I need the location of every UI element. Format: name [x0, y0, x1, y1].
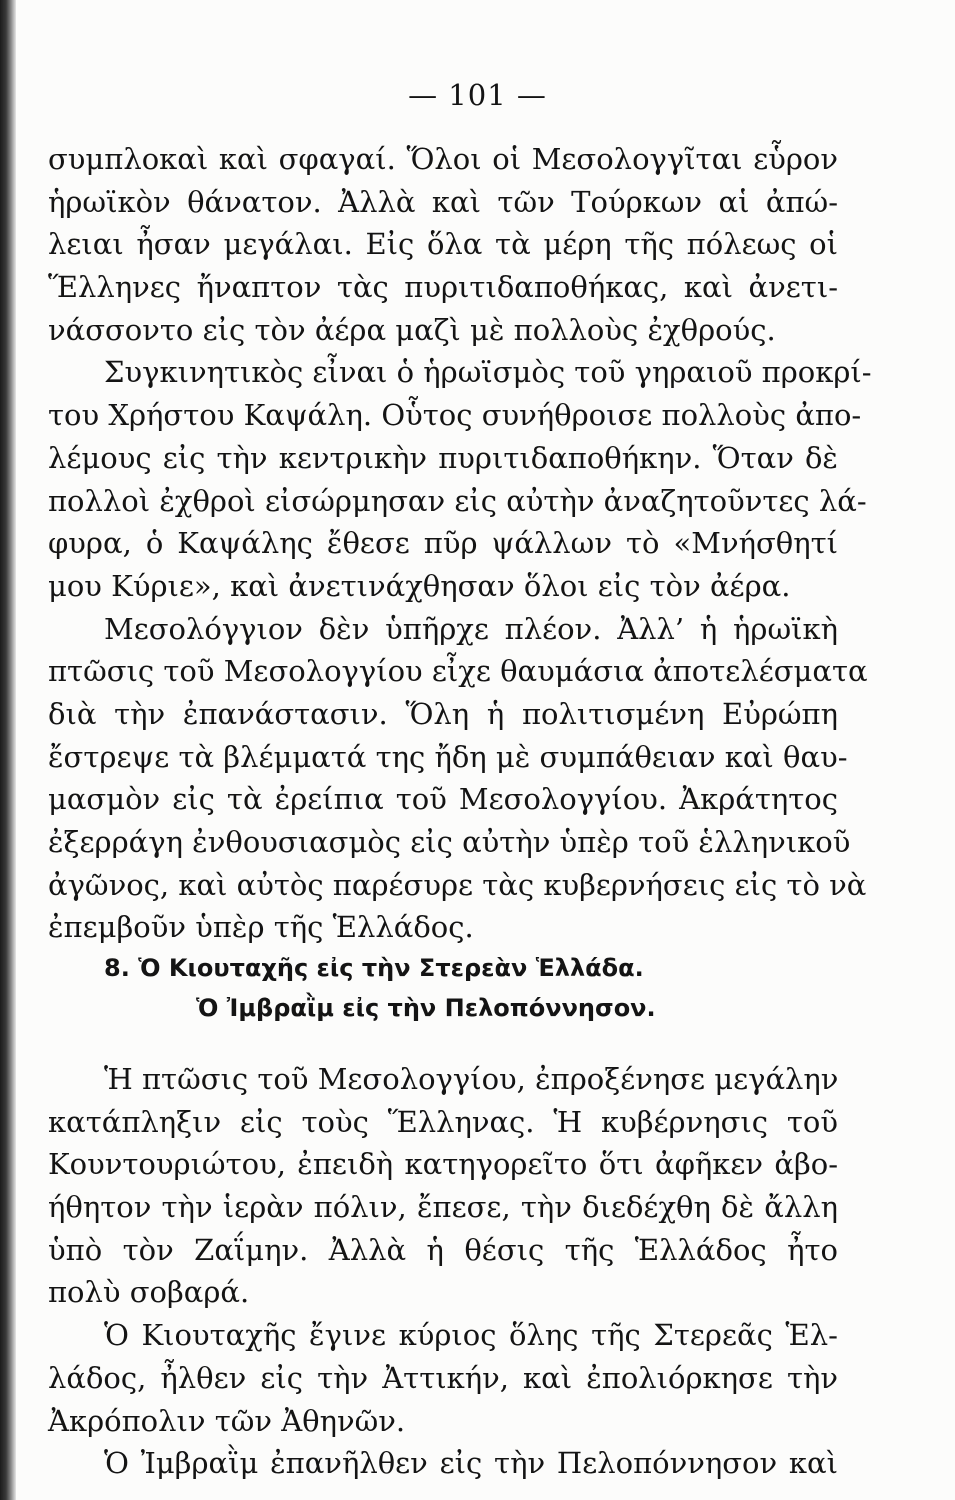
text-line: Ἡ πτῶσις τοῦ Μεσολογγίου, ἐπροξένησε μεγάλην	[104, 1062, 839, 1096]
text-line: διὰ τὴν ἐπανάστασιν. Ὅλη ἡ πολιτισμένη Εὐρώπη	[48, 696, 838, 731]
chapter-heading	[48, 948, 838, 1028]
text-line: ὑπὸ τὸν Ζαΐμην. Ἀλλὰ ἡ θέσις τῆς Ἑλλάδος ἦτο	[48, 1232, 838, 1267]
text-line: Ἕλληνες ἤναπτον τὰς πυριτιδαποθήκας, καὶ ἀνετι-	[48, 270, 838, 305]
chapter-heading-line-1: 8. Ὁ Κιουταχῆς εἰς τὴν Στερεὰν Ἑλλάδα.	[104, 954, 644, 982]
text-line: ἡρωϊκὸν θάνατον. Ἀλλὰ καὶ τῶν Τούρκων αἱ ἀπώ-	[48, 184, 838, 219]
text-line: Ὁ Κιουταχῆς ἔγινε κύριος ὅλης τῆς Στερεᾶς Ἑλ-	[104, 1318, 838, 1353]
text-line: ἀγῶνος, καὶ αὐτὸς παρέσυρε τὰς κυβερνήσεις εἰς τὸ νὰ	[48, 867, 867, 902]
text-line: μασμὸν εἰς τὰ ἐρείπια τοῦ Μεσολογγίου. Ἀκράτητος	[48, 782, 838, 817]
text-line: λέμους εἰς τὴν κεντρικὴν πυριτιδαποθήκην. Ὅταν δὲ	[48, 440, 838, 475]
text-line: συμπλοκαὶ καὶ σφαγαί. Ὅλοι οἱ Μεσολογγῖται εὗρον	[48, 142, 838, 176]
text-line: λάδος, ἦλθεν εἰς τὴν Ἀττικήν, καὶ ἐπολιόρκησε τὴν	[48, 1360, 838, 1395]
body-text-section-1	[48, 138, 872, 949]
text-line: νάσσοντο εἰς τὸν ἀέρα μαζὶ μὲ πολλοὺς ἐχθρούς.	[48, 312, 776, 347]
text-line: Συγκινητικὸς εἶναι ὁ ἡρωϊσμὸς τοῦ γηραιοῦ προκρί-	[104, 355, 872, 390]
text-line: Ἀκρόπολιν τῶν Ἀθηνῶν.	[48, 1403, 406, 1438]
text-line: ἐπεμβοῦν ὑπὲρ τῆς Ἑλλάδος.	[48, 910, 474, 945]
text-line: ἔστρεψε τὰ βλέμματά της ἤδη μὲ συμπάθειαν καὶ θαυ-	[48, 739, 848, 774]
text-line: πτῶσις τοῦ Μεσολογγίου εἶχε θαυμάσια ἀποτελέσματα	[48, 654, 868, 689]
page-binding-edge	[0, 0, 16, 1500]
text-line: ήθητον τὴν ἱερὰν πόλιν, ἔπεσε, τὴν διεδέχθη δὲ ἄλλη	[48, 1190, 838, 1225]
text-line: Μεσολόγγιον δὲν ὑπῆρχε πλέον. Ἀλλ’ ἡ ἡρωϊκὴ	[104, 611, 838, 646]
body-text-section-2	[48, 1058, 838, 1485]
text-line: φυρα, ὁ Καψάλης ἔθεσε πῦρ ψάλλων τὸ «Μνήσθητί	[48, 526, 838, 561]
text-line: του Χρήστου Καψάλη. Οὗτος συνήθροισε πολλοὺς ἀπο-	[48, 398, 862, 433]
text-line: πολλοὶ ἐχθροὶ εἰσώρμησαν εἰς αὐτὴν ἀναζητοῦντες λά-	[48, 483, 867, 518]
text-line: Κουντουριώτου, ἐπειδὴ κατηγορεῖτο ὅτι ἀφῆκεν ἀβο-	[48, 1147, 838, 1182]
text-line: πολὺ σοβαρά.	[48, 1275, 250, 1310]
text-line: λειαι ἦσαν μεγάλαι. Εἰς ὅλα τὰ μέρη τῆς πόλεως οἱ	[48, 227, 838, 262]
text-line: Ὁ Ἰμβραῒμ ἐπανῆλθεν εἰς τὴν Πελοπόννησον καὶ	[104, 1446, 838, 1481]
chapter-heading-line-2: Ὁ Ἰμβραῒμ εἰς τὴν Πελοπόννησον.	[196, 994, 656, 1022]
text-line: κατάπληξιν εἰς τοὺς Ἕλληνας. Ἡ κυβέρνησις τοῦ	[48, 1104, 838, 1139]
page-number: — 101 —	[408, 78, 547, 112]
text-line: μου Κύριε», καὶ ἀνετινάχθησαν ὅλοι εἰς τὸν ἀέρα.	[48, 568, 791, 603]
text-line: ἐξερράγη ἐνθουσιασμὸς εἰς αὐτὴν ὑπὲρ τοῦ ἑλληνικοῦ	[48, 825, 851, 859]
